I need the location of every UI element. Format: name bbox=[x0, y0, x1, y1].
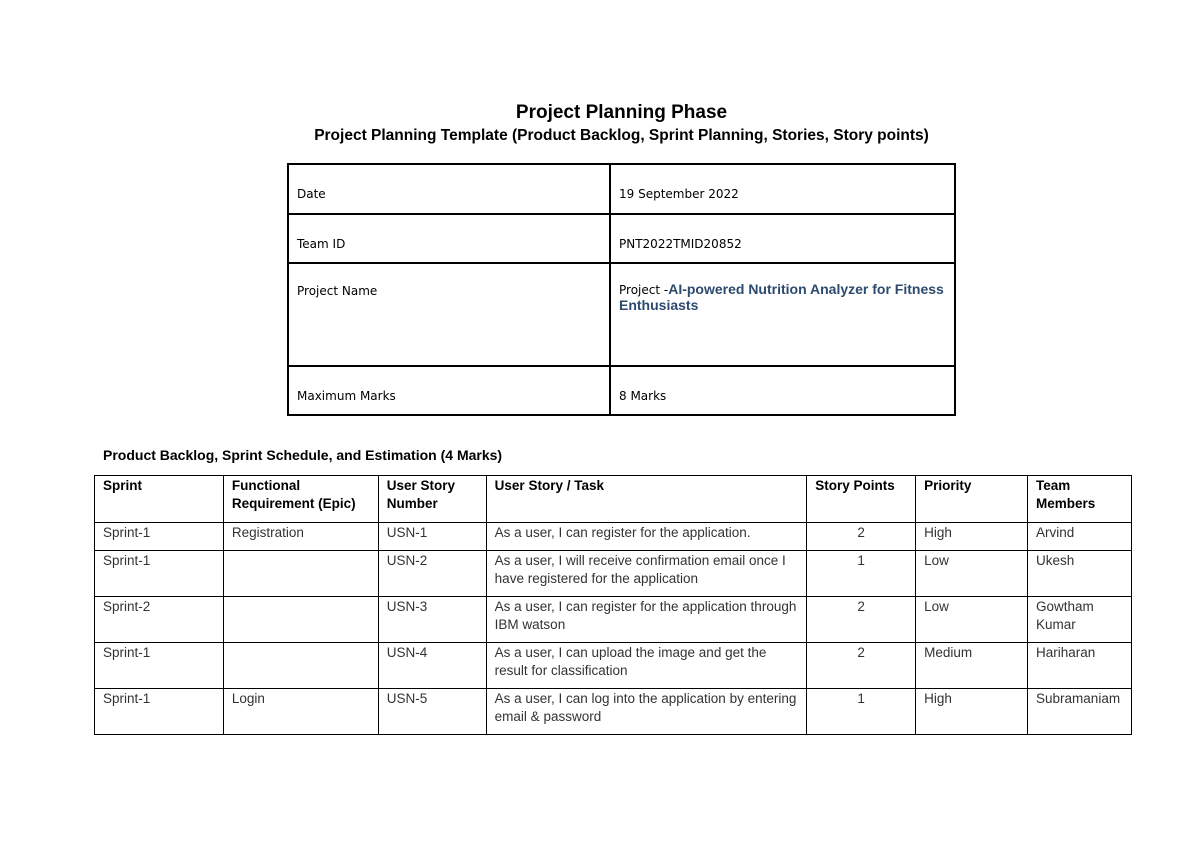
cell-priority: Medium bbox=[916, 643, 1028, 689]
cell-sprint: Sprint-2 bbox=[95, 597, 224, 643]
project-name-value: AI-powered Nutrition Analyzer for Fitness Enthusiasts bbox=[619, 281, 944, 313]
cell-members: Hariharan bbox=[1028, 643, 1132, 689]
cell-priority: High bbox=[916, 523, 1028, 551]
project-name-prefix: Project - bbox=[619, 283, 669, 297]
cell-usn: USN-3 bbox=[378, 597, 486, 643]
cell-members: Arvind bbox=[1028, 523, 1132, 551]
cell-sprint: Sprint-1 bbox=[95, 551, 224, 597]
cell-points: 1 bbox=[807, 689, 916, 735]
info-row-project-name bbox=[288, 263, 955, 366]
project-info-table bbox=[287, 163, 956, 416]
cell-usn: USN-1 bbox=[378, 523, 486, 551]
cell-usn: USN-5 bbox=[378, 689, 486, 735]
max-marks-value: 8 Marks bbox=[610, 366, 955, 415]
backlog-header-row bbox=[95, 476, 1132, 523]
cell-priority: Low bbox=[916, 551, 1028, 597]
info-row-date bbox=[288, 164, 955, 214]
max-marks-label: Maximum Marks bbox=[288, 366, 610, 415]
info-row-max-marks bbox=[288, 366, 955, 415]
page-subtitle: Project Planning Template (Product Backlog, Sprint Planning, Stories, Story points) bbox=[314, 127, 929, 144]
cell-epic bbox=[223, 597, 378, 643]
table-row bbox=[95, 689, 1132, 735]
table-row bbox=[95, 523, 1132, 551]
cell-sprint: Sprint-1 bbox=[95, 523, 224, 551]
cell-priority: High bbox=[916, 689, 1028, 735]
cell-task: As a user, I can log into the application by entering email & password bbox=[486, 689, 807, 735]
cell-task: As a user, I will receive confirmation email once I have registered for the application bbox=[486, 551, 807, 597]
col-header-task: User Story / Task bbox=[486, 476, 807, 523]
cell-epic bbox=[223, 643, 378, 689]
cell-members: Ukesh bbox=[1028, 551, 1132, 597]
col-header-priority: Priority bbox=[916, 476, 1028, 523]
backlog-table bbox=[94, 475, 1132, 735]
project-name-label: Project Name bbox=[288, 263, 610, 366]
cell-task: As a user, I can register for the application. bbox=[486, 523, 807, 551]
cell-usn: USN-4 bbox=[378, 643, 486, 689]
cell-task: As a user, I can register for the application through IBM watson bbox=[486, 597, 807, 643]
cell-points: 2 bbox=[807, 597, 916, 643]
cell-sprint: Sprint-1 bbox=[95, 689, 224, 735]
cell-epic: Registration bbox=[223, 523, 378, 551]
cell-usn: USN-2 bbox=[378, 551, 486, 597]
cell-sprint: Sprint-1 bbox=[95, 643, 224, 689]
col-header-members: Team Members bbox=[1028, 476, 1132, 523]
table-row bbox=[95, 597, 1132, 643]
date-label: Date bbox=[288, 164, 610, 214]
cell-task: As a user, I can upload the image and get the result for classification bbox=[486, 643, 807, 689]
date-value: 19 September 2022 bbox=[610, 164, 955, 214]
backlog-heading: Product Backlog, Sprint Schedule, and Estimation (4 Marks) bbox=[103, 447, 503, 463]
cell-members: Gowtham Kumar bbox=[1028, 597, 1132, 643]
team-id-value: PNT2022TMID20852 bbox=[610, 214, 955, 263]
col-header-points: Story Points bbox=[807, 476, 916, 523]
col-header-usn: User Story Number bbox=[378, 476, 486, 523]
cell-members: Subramaniam bbox=[1028, 689, 1132, 735]
table-row bbox=[95, 643, 1132, 689]
cell-points: 1 bbox=[807, 551, 916, 597]
col-header-epic: Functional Requirement (Epic) bbox=[223, 476, 378, 523]
project-name-cell bbox=[610, 263, 955, 366]
page-title: Project Planning Phase bbox=[515, 102, 728, 123]
cell-epic bbox=[223, 551, 378, 597]
team-id-label: Team ID bbox=[288, 214, 610, 263]
info-row-team-id bbox=[288, 214, 955, 263]
cell-epic: Login bbox=[223, 689, 378, 735]
cell-points: 2 bbox=[807, 643, 916, 689]
cell-priority: Low bbox=[916, 597, 1028, 643]
table-row bbox=[95, 551, 1132, 597]
col-header-sprint: Sprint bbox=[95, 476, 224, 523]
cell-points: 2 bbox=[807, 523, 916, 551]
